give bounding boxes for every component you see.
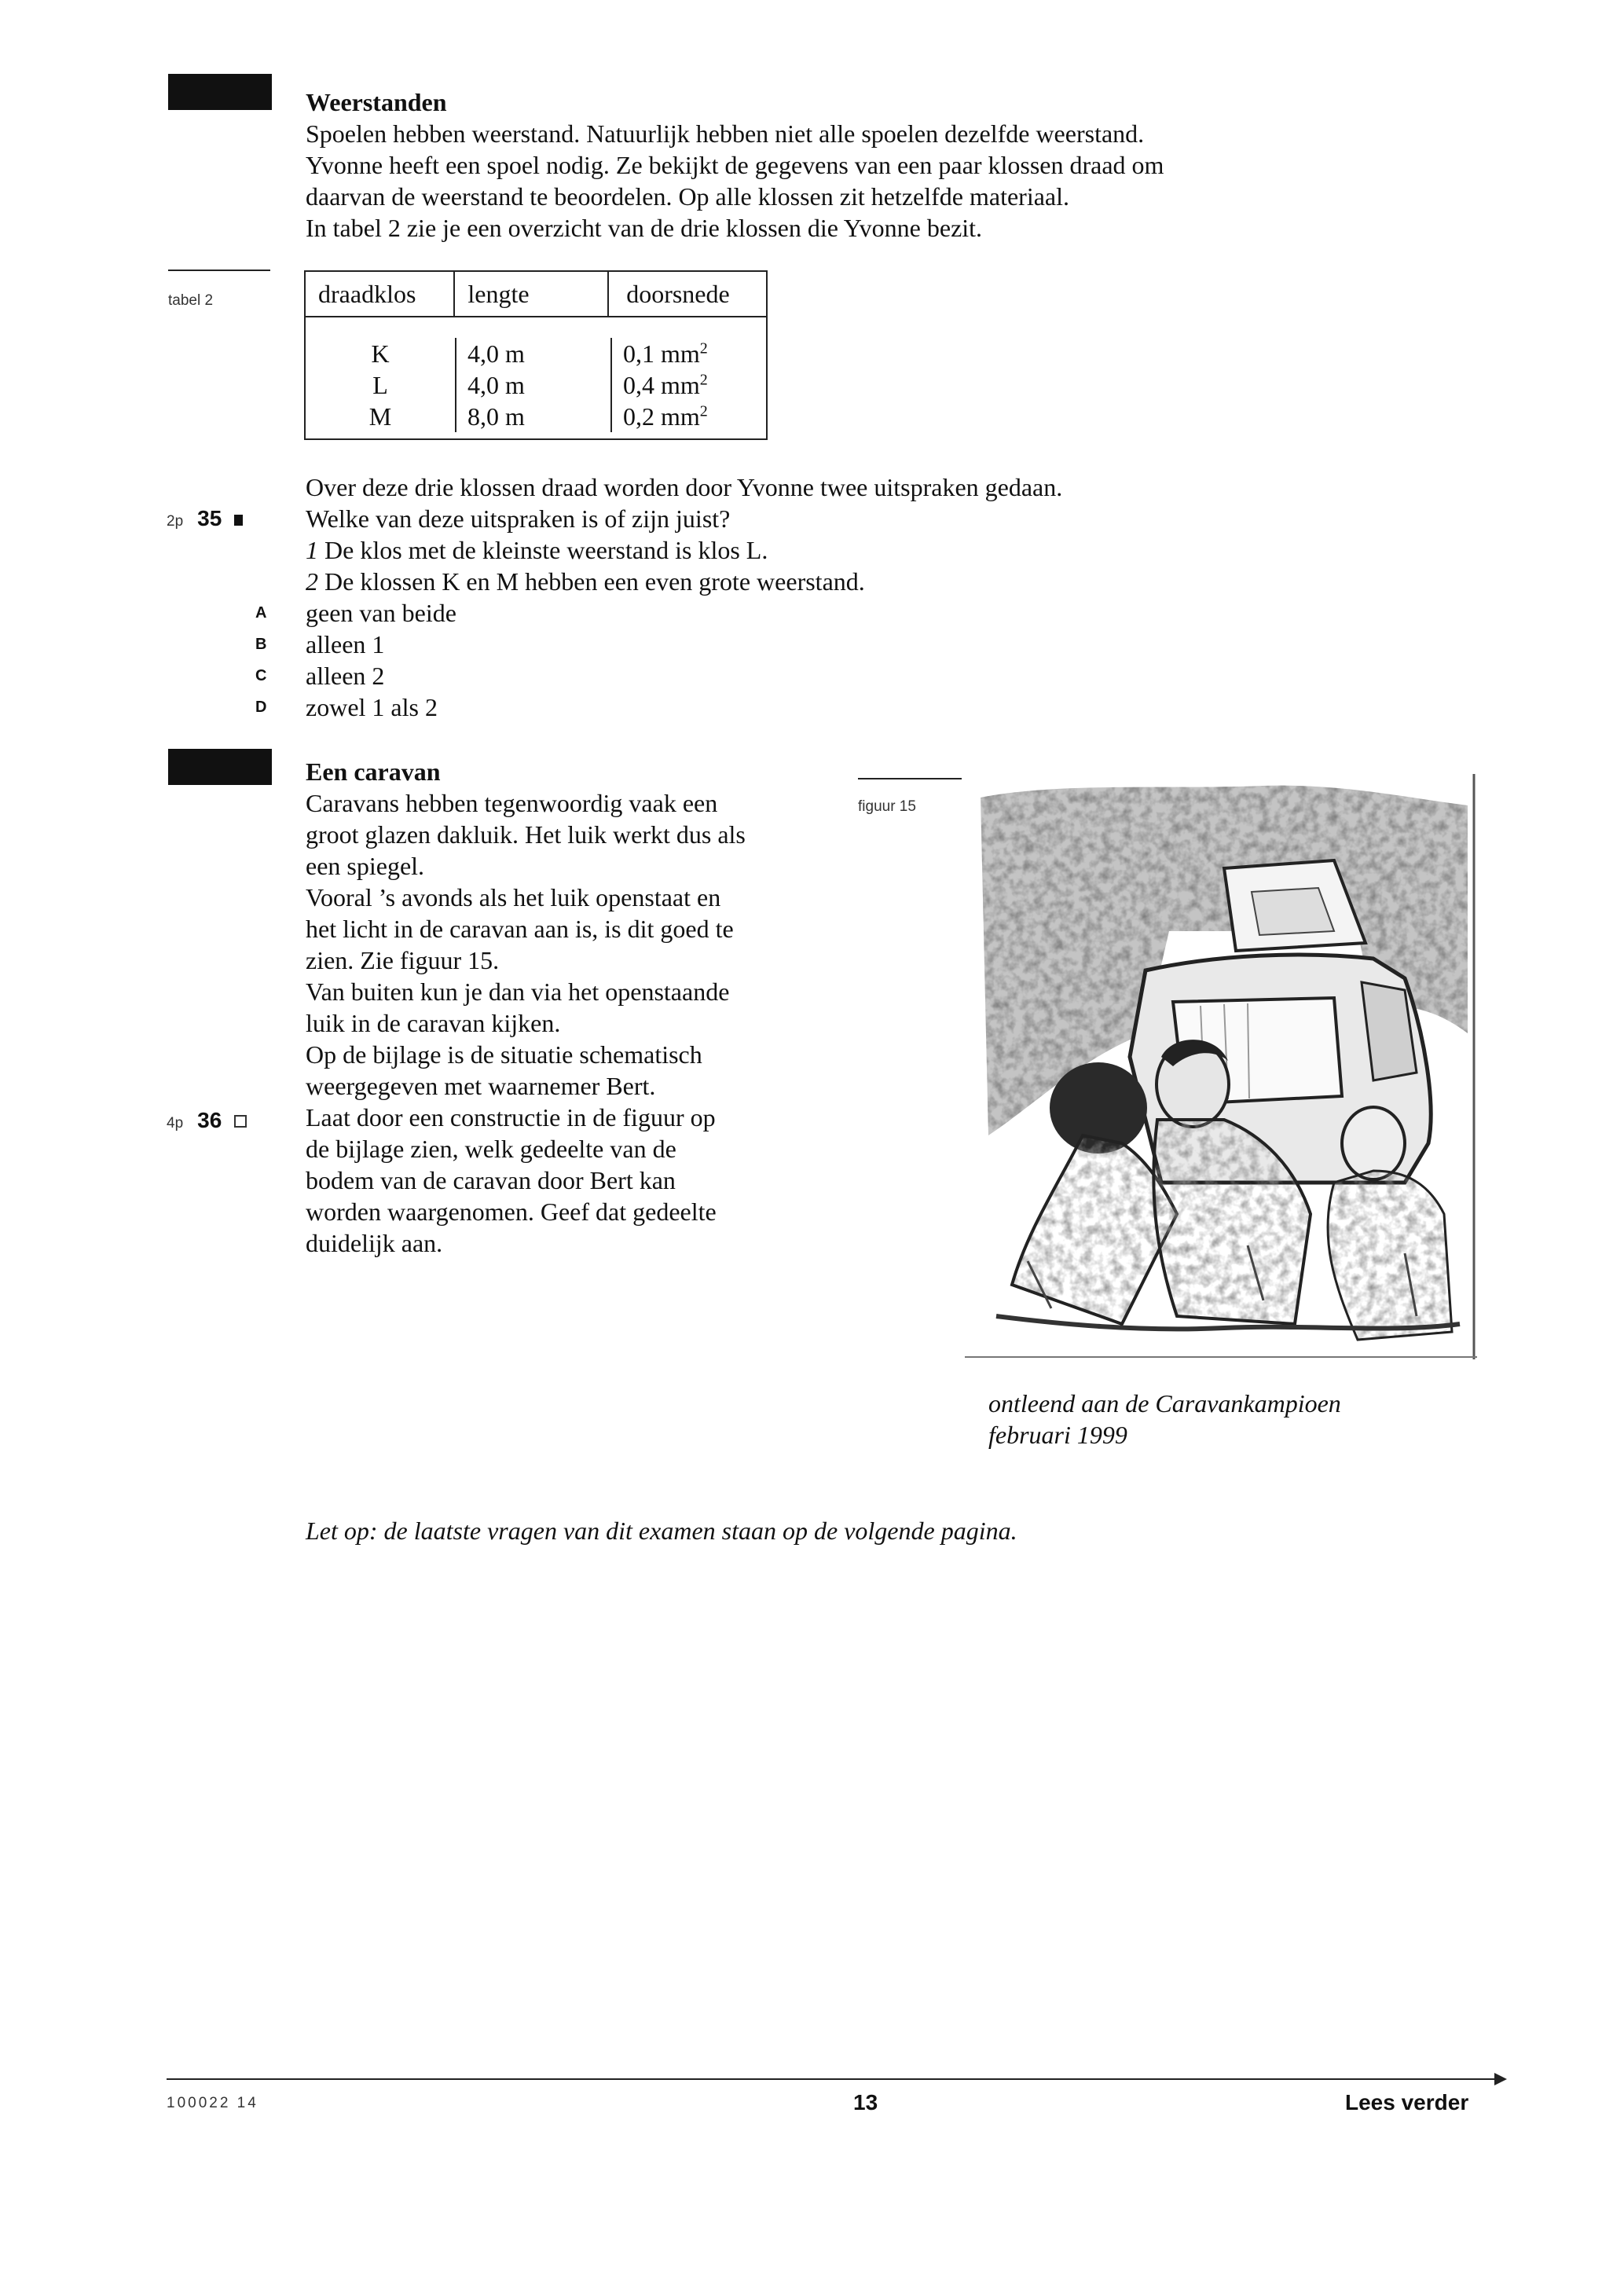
q36-line: duidelijk aan.: [306, 1229, 443, 1257]
next-page-notice: Let op: de laatste vragen van dit examen staan op de volgende pagina.: [306, 1517, 1017, 1545]
q36-number: 36: [197, 1108, 222, 1132]
text-line: Caravans hebben tegenwoordig vaak een: [306, 789, 718, 817]
option-text: alleen 1: [306, 630, 385, 658]
q36-line: bodem van de caravan door Bert kan: [306, 1166, 676, 1194]
q35-margin: [167, 506, 243, 531]
table-cell: L: [372, 371, 388, 399]
q35-option-a[interactable]: [255, 597, 456, 629]
section-title: Weerstanden: [306, 88, 447, 116]
option-text: zowel 1 als 2: [306, 693, 438, 721]
intro-line: daarvan de weerstand te beoordelen. Op alle klossen zit hetzelfde materiaal.: [306, 182, 1069, 211]
section-marker-bar: [168, 749, 272, 785]
q36-line: de bijlage zien, welk gedeelte van de: [306, 1135, 676, 1163]
intro-line: Spoelen hebben weerstand. Natuurlijk hebben niet alle spoelen dezelfde weerstand.: [306, 119, 1145, 148]
section-caravan: [306, 756, 746, 1102]
footer-rule: [167, 2078, 1494, 2080]
intro-line: In tabel 2 zie je een overzicht van de drie klossen die Yvonne bezit.: [306, 214, 983, 242]
text-line: weergegeven met waarnemer Bert.: [306, 1072, 656, 1100]
q35-body: [306, 503, 865, 597]
table-header-cell: doorsnede: [626, 280, 730, 308]
option-letter: B: [255, 635, 267, 653]
text-line: Van buiten kun je dan via het openstaande: [306, 977, 730, 1006]
figure-label-rule: [858, 778, 962, 779]
text-line: Op de bijlage is de situatie schematisch: [306, 1040, 702, 1069]
table-column-lengte: [456, 338, 612, 432]
q36-open-question-marker: [234, 1115, 247, 1128]
q35-statement: 1 De klos met de kleinste weerstand is klos L.: [306, 536, 768, 564]
q35-option-d[interactable]: [255, 691, 456, 723]
figure-label: figuur 15: [858, 798, 916, 815]
text-line: zien. Zie figuur 15.: [306, 946, 500, 974]
table-cell: 0,4 $mm^2$: [623, 371, 708, 399]
text-line: een spiegel.: [306, 852, 425, 880]
caption-line: februari 1999: [988, 1421, 1127, 1449]
q35-options: [255, 597, 456, 723]
q35-number: 35: [197, 506, 222, 530]
caravan-illustration: [965, 774, 1477, 1359]
table-label: tabel 2: [168, 292, 214, 309]
text-line: Vooral ’s avonds als het luik openstaat en: [306, 883, 721, 911]
option-text: alleen 2: [306, 662, 385, 690]
table-label-rule: [168, 270, 270, 271]
table-cell: 8,0 m: [467, 402, 525, 431]
table-body: [306, 317, 766, 438]
figure-caption: [988, 1388, 1341, 1451]
table-header-row: [306, 272, 766, 317]
q36-line: Laat door een constructie in de figuur op: [306, 1103, 716, 1131]
table-cell: K: [371, 339, 390, 368]
text-line: het licht in de caravan aan is, is dit goed te: [306, 915, 734, 943]
caption-line: ontleend aan de Caravankampioen: [988, 1389, 1341, 1418]
footer-code: 100022 14: [167, 2095, 258, 2111]
section-title: Een caravan: [306, 757, 441, 786]
section-weerstanden: [306, 86, 1164, 244]
table-header-cell: lengte: [455, 272, 609, 316]
option-letter: C: [255, 666, 267, 684]
option-letter: A: [255, 603, 267, 622]
q36-points: 4p: [167, 1115, 184, 1131]
q35-statement: 2 De klossen K en M hebben een even grote weerstand.: [306, 567, 865, 596]
resistance-table: [304, 270, 768, 440]
text-line: luik in de caravan kijken.: [306, 1009, 561, 1037]
table-cell: 0,1 $mm^2$: [623, 339, 708, 368]
q35-question: Welke van deze uitspraken is of zijn juist?: [306, 504, 731, 533]
q36-line: worden waargenomen. Geef dat gedeelte: [306, 1198, 717, 1226]
q35-points: 2p: [167, 513, 184, 530]
table-column-doorsnede: [612, 338, 766, 432]
option-letter: D: [255, 698, 267, 716]
table-cell: 4,0 m: [467, 339, 525, 368]
table-cell: M: [368, 402, 392, 431]
table-cell: 4,0 m: [467, 371, 525, 399]
table-cell: 0,2 $mm^2$: [623, 402, 708, 431]
arrow-right-icon: [1477, 2070, 1509, 2089]
intro-line: Yvonne heeft een spoel nodig. Ze bekijkt de gegevens van een paar klossen draad om: [306, 151, 1164, 179]
table-column-draadklos: [306, 338, 456, 432]
q35-lead: Over deze drie klossen draad worden door Yvonne twee uitspraken gedaan.: [306, 473, 1063, 501]
q35-closed-question-marker: [234, 515, 243, 526]
table-header-cell: draadklos: [306, 272, 455, 316]
option-text: geen van beide: [306, 599, 456, 627]
page-number: 13: [853, 2090, 878, 2114]
lees-verder-label: Lees verder: [1345, 2090, 1469, 2114]
text-line: groot glazen dakluik. Het luik werkt dus als: [306, 820, 746, 849]
q36-body: [306, 1102, 717, 1259]
section-marker-bar: [168, 74, 272, 110]
q35-option-b[interactable]: [255, 629, 456, 660]
q36-margin: [167, 1108, 247, 1133]
q35-option-c[interactable]: [255, 660, 456, 691]
